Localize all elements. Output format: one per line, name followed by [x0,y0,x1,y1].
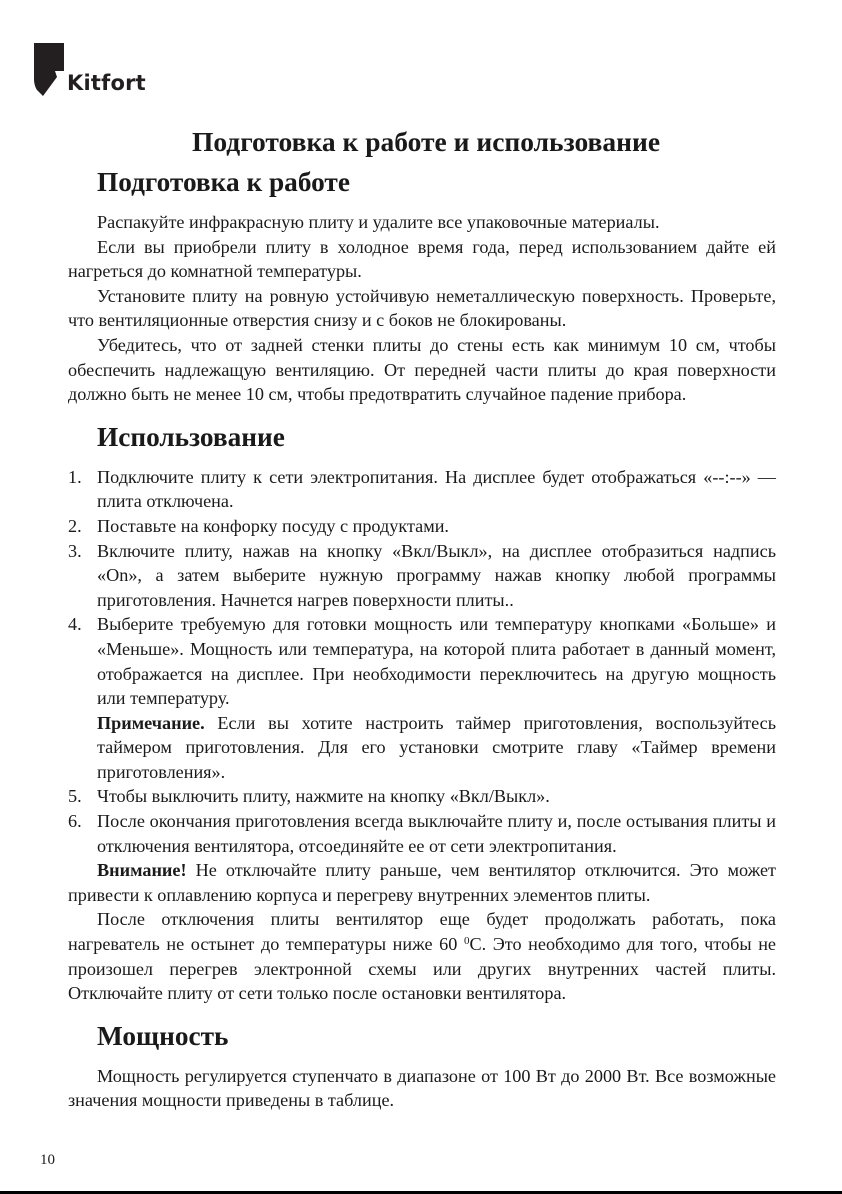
section-heading-preparation: Подготовка к работе [97,167,350,197]
section-preparation [68,168,776,407]
step-text: Подключите плиту к сети электропитания. На дисплее будет отображаться «--:--» — плита отключена. [97,466,776,512]
paragraph: Если вы приобрели плиту в холодное время года, перед использованием дайте ей нагреться до комнатной температуры. [68,236,776,282]
step-number: 5. [68,786,82,807]
kitfort-shield-mark-icon [34,43,64,96]
list-item [68,612,776,710]
step-number: 2. [68,515,82,536]
step-number: 1. [68,466,82,487]
list-item [68,784,776,809]
section-power [68,1022,776,1113]
list-item [68,539,776,613]
list-item [68,514,776,539]
text-fragment: После отключения плиты вентилятор еще будет продолжать работать, пока нагреватель не остынет до температуры ниже 60 [68,909,776,955]
section-heading-power: Мощность [97,1020,229,1051]
paragraph: Установите плиту на ровную устойчивую неметаллическую поверхность. Проверьте, что вентиляционные отверстия снизу и с боков не блокированы. [68,285,776,331]
usage-steps-list [68,465,776,711]
note-label: Примечание. [97,712,205,733]
section-heading-usage: Использование [97,421,285,452]
step-text: Чтобы выключить плиту, нажмите на кнопку «Вкл/Выкл». [97,786,550,807]
step-number: 6. [68,811,82,832]
usage-steps-list-continued [68,784,776,858]
warning-label: Внимание! [97,860,187,881]
paragraph: Убедитесь, что от задней стенки плиты до стены есть как минимум 10 см, чтобы обеспечить надлежащую вентиляцию. От передней части плиты до края поверхности должно быть не менее 10 см, чтобы предотвратить случайное падение прибора. [68,334,776,405]
degree-superscript: 0 [463,935,470,948]
step-number: 4. [68,614,82,635]
step-number: 3. [68,540,82,561]
list-item [68,465,776,514]
page-title: Подготовка к работе и использование [191,126,661,157]
list-item [68,809,776,858]
warning-paragraph [68,858,776,907]
kitfort-logo [34,43,154,99]
text-fragment: С. Это необходимо для того, чтобы не произошел перегрев электронной схемы или других внутренних частей плиты. Отключайте плиту от сети только после остановки вентилятора. [68,934,776,1004]
step-text: Включите плиту, нажав на кнопку «Вкл/Выкл», на дисплее отобразиться надпись «On», а затем выберите нужную программу нажав кнопку любой программы приготовления. Начнется нагрев поверхности плиты.. [97,540,776,610]
page-number: 10 [40,1152,55,1168]
document-body [68,168,776,1113]
brand-name: Kitfort [67,71,146,95]
note-text: Если вы хотите настроить таймер приготовления, воспользуйтесь таймером приготовления. Для его установки смотрите главу «Таймер времени приготовления». [97,712,776,782]
warning-text: Не отключайте плиту раньше, чем вентилятор отключится. Это может привести к оплавлению корпуса и перегреву внутренних элементов плиты. [68,860,776,905]
section-usage [68,423,776,1006]
step-text: После окончания приготовления всегда выключайте плиту и, после остывания плиты и отключения вентилятора, отсоединяйте ее от сети электропитания. [97,811,776,856]
step-text: Выберите требуемую для готовки мощность или температуру кнопками «Больше» и «Меньше». Мощность или температура, на которой плита работает в данный момент, отображается на дисплее. При необходимости переключитесь на другую мощность или температуру. [97,614,776,709]
note-paragraph [68,711,776,785]
paragraph: Распакуйте инфракрасную плиту и удалите все упаковочные материалы. [97,212,660,232]
step-text: Поставьте на конфорку посуду с продуктами. [97,515,449,536]
paragraph: Мощность регулируется ступенчато в диапазоне от 100 Вт до 2000 Вт. Все возможные значения мощности приведены в таблице. [68,1065,776,1111]
paragraph [68,907,776,1005]
